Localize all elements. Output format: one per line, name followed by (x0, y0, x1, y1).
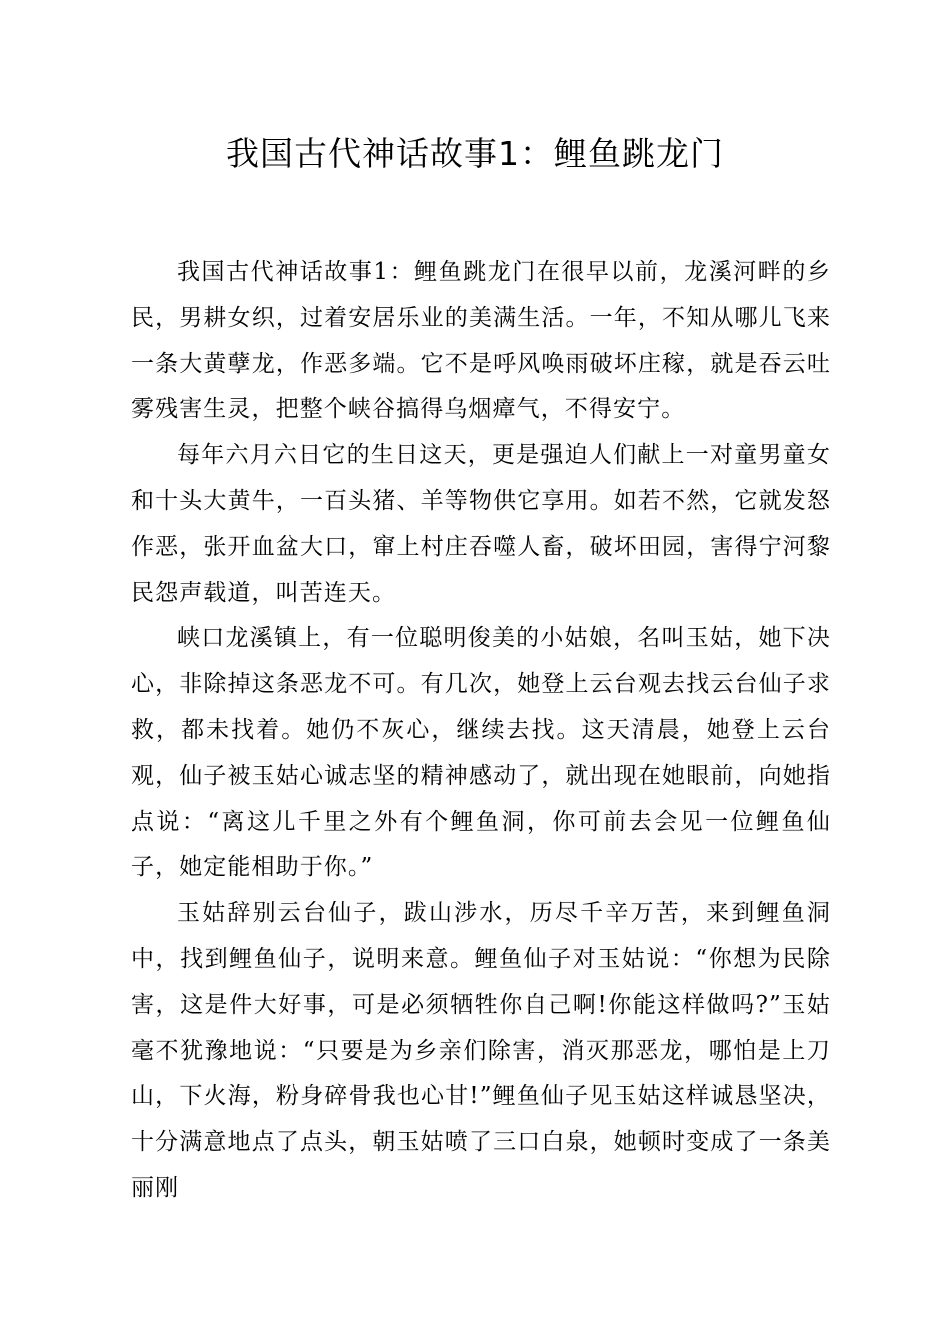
paragraph-3: 峡口龙溪镇上，有一位聪明俊美的小姑娘，名叫玉姑，她下决心，非除掉这条恶龙不可。有几次，她登上云台观去找云台仙子求救，都未找着。她仍不灰心，继续去找。这天清晨，她登上云台观，仙子被玉姑心诚志坚的精神感动了，就出现在她眼前，向她指点说：“离这儿千里之外有个鲤鱼洞，你可前去会见一位鲤鱼仙子，她定能相助于你。” (131, 625, 831, 881)
document-body (131, 250, 831, 1212)
paragraph-1: 我国古代神话故事1：鲤鱼跳龙门在很早以前，龙溪河畔的乡民，男耕女织，过着安居乐业的美满生活。一年，不知从哪儿飞来一条大黄孽龙，作恶多端。它不是呼风唤雨破坏庄稼，就是吞云吐雾残害生灵，把整个峡谷搞得乌烟瘴气，不得安宁。 (131, 259, 831, 423)
paragraph-4: 玉姑辞别云台仙子，跋山涉水，历尽千辛万苦，来到鲤鱼洞中，找到鲤鱼仙子，说明来意。鲤鱼仙子对玉姑说：“你想为民除害，这是件大好事，可是必须牺牲你自己啊!你能这样做吗?”玉姑毫不犹豫地说：“只要是为乡亲们除害，消灭那恶龙，哪怕是上刀山，下火海，粉身碎骨我也心甘!”鲤鱼仙子见玉姑这样诚恳坚决，十分满意地点了点头，朝玉姑喷了三口白泉，她顿时变成了一条美丽刚 (131, 900, 831, 1201)
document-title: 我国古代神话故事1：鲤鱼跳龙门 (226, 134, 724, 173)
paragraph-2: 每年六月六日它的生日这天，更是强迫人们献上一对童男童女和十头大黄牛，一百头猪、羊等物供它享用。如若不然，它就发怒作恶，张开血盆大口，窜上村庄吞噬人畜，破坏田园，害得宁河黎民怨声载道，叫苦连天。 (131, 442, 831, 606)
